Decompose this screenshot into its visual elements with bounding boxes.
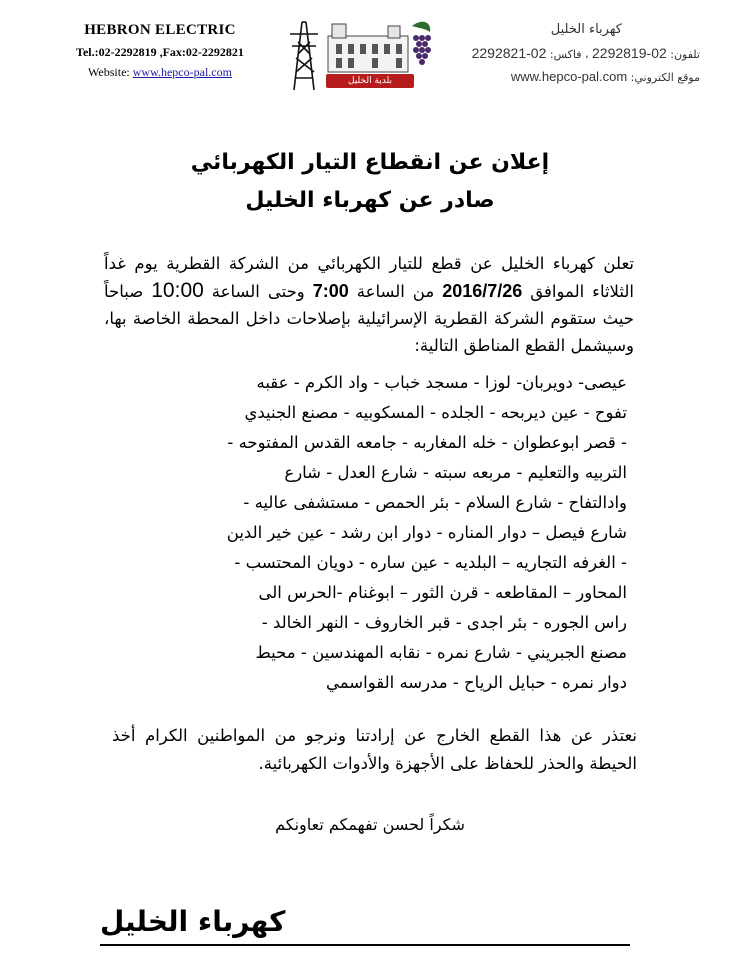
- areas-line: شارع فيصل – دوار المناره - دوار ابن رشد - عين خير الدين: [226, 523, 627, 542]
- announcement-text-part1: تعلن كهرباء الخليل عن قطع للتيار الكهربائي من الشركة القطرية يوم غداً الثلاثاء الموافق: [104, 254, 634, 301]
- arabic-contact-numbers: [460, 45, 700, 61]
- english-company-name: HEBRON ELECTRIC: [84, 22, 236, 38]
- letterhead-arabic: [460, 22, 700, 84]
- arabic-fax-label: ، فاكس:: [546, 48, 589, 61]
- company-logo: [284, 12, 434, 92]
- arabic-website: [460, 69, 700, 84]
- english-website: [50, 65, 270, 80]
- arabic-company-name: كهرباء الخليل: [550, 22, 622, 37]
- announcement-title: إعلان عن انقطاع التيار الكهربائي: [190, 150, 550, 175]
- arabic-website-url[interactable]: www.hepco-pal.com: [510, 69, 628, 84]
- areas-line: عيصى- دويربان- لوزا - مسجد خباب - واد الكرم - عقبه: [256, 373, 627, 392]
- areas-line: تفوح - عين ديربحه - الجلده - المسكوبيه - مصنع الجنيدي: [244, 403, 627, 422]
- announcement-text-part3: وحتى الساعة: [203, 282, 305, 301]
- announcement-subtitle: صادر عن كهرباء الخليل: [245, 188, 495, 213]
- outage-start-time: 7:00: [312, 281, 349, 301]
- areas-line: دوار نمره - حبايل الرياح - مدرسه القواسمي: [326, 673, 627, 692]
- letterhead: [0, 0, 740, 100]
- footer-company-name: كهرباء الخليل: [100, 905, 286, 938]
- announcement-text-part2: من الساعة: [348, 282, 435, 301]
- english-contact-numbers: Tel.:02-2292819 ,Fax:02-2292821: [76, 45, 244, 59]
- areas-line: مصنع الجبريني - شارع نمره - نقابه المهندسين - محيط: [255, 643, 627, 662]
- english-website-label: Website:: [88, 65, 133, 79]
- areas-line: - الغرفه التجاريه – البلديه - عين ساره - دويان المحتسب -: [234, 553, 627, 572]
- arabic-phone-label: تلفون:: [666, 48, 700, 61]
- arabic-website-label: موقع الكتروني:: [627, 71, 700, 84]
- areas-line: المحاور – المقاطعه - قرن الثور – ابوغنام -الحرس الى: [258, 583, 627, 602]
- affected-areas-list: [175, 368, 627, 698]
- areas-line: راس الجوره - بئر اجدى - قبر الخاروف - النهر الخالد -: [261, 613, 627, 632]
- outage-date: 2016/7/26: [442, 281, 523, 301]
- english-website-link[interactable]: www.hepco-pal.com: [132, 65, 232, 79]
- areas-line: التربيه والتعليم - مربعه سبته - شارع العدل - شارع: [284, 463, 627, 482]
- apology-paragraph: نعتذر عن هذا القطع الخارج عن إرادتنا ونرجو من المواطنين الكرام أخذ الحيطة والحذر للحفاظ على الأجهزة والأدوات الكهربائية.: [112, 726, 637, 773]
- arabic-fax-number: 02-2292821: [471, 45, 547, 61]
- outage-end-time: 10:00: [151, 279, 204, 302]
- announcement-paragraph: [104, 250, 634, 359]
- arabic-phone-number: 02-2292819: [592, 45, 667, 61]
- thanks-line: شكراً لحسن تفهمكم تعاونكم: [275, 815, 465, 834]
- logo-banner-text: بلدية الخليل: [348, 76, 392, 86]
- areas-line: - قصر ابوعطوان - خله المغاربه - جامعه القدس المفتوحه -: [227, 433, 627, 452]
- letterhead-english: [50, 22, 270, 80]
- footer-divider: [100, 944, 630, 946]
- areas-line: وادالتفاح - شارع السلام - بئر الحمص - مستشفى عاليه -: [243, 493, 627, 512]
- announcement-text-part4: صباحاً حيث ستقوم الشركة القطرية الإسرائيلية بإصلاحات داخل المحطة الخاصة بها، وسيشمل القطع المناطق التالية:: [104, 282, 634, 355]
